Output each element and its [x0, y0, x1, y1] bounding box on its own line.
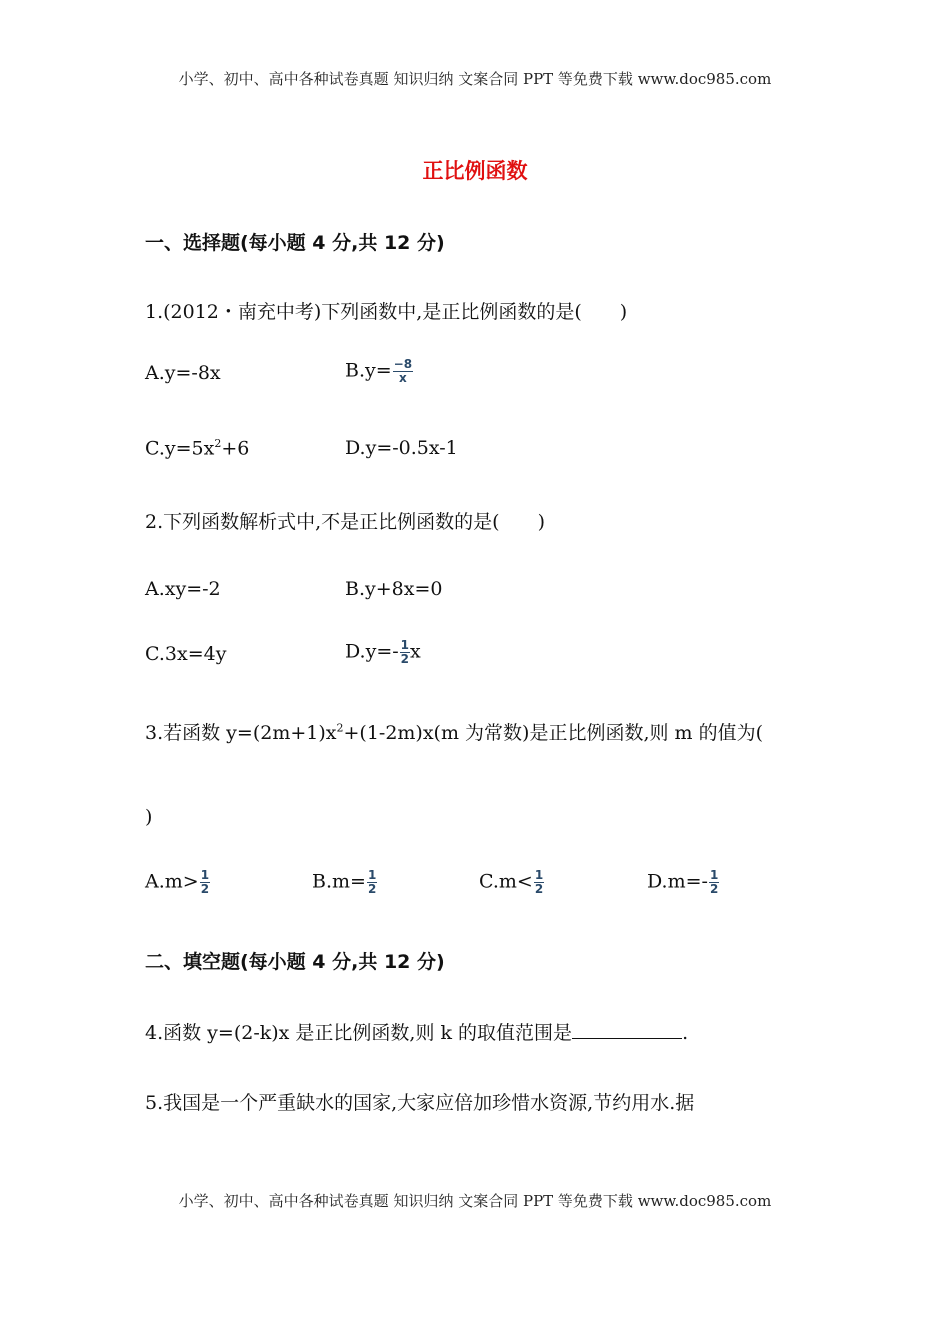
- question-5-stem: 5.我国是一个严重缺水的国家,大家应倍加珍惜水资源,节约用水.据: [145, 1092, 695, 1114]
- fraction: [534, 869, 544, 896]
- q2-option-d-prefix: D.y=-: [345, 640, 399, 663]
- fraction: [709, 869, 719, 896]
- q2-option-a: A.xy=-2: [145, 578, 221, 600]
- q2-option-d: [345, 639, 421, 666]
- fraction-numerator: −8: [393, 357, 413, 371]
- fraction-numerator: 1: [367, 868, 377, 882]
- exponent: 2: [336, 721, 344, 735]
- q3-option-d-prefix: D.m=-: [647, 870, 708, 893]
- fraction-denominator: 2: [534, 882, 544, 896]
- fraction-denominator: 2: [367, 882, 377, 896]
- q4-stem-text: 4.函数 y=(2-k)x 是正比例函数,则 k 的取值范围是: [145, 1022, 573, 1044]
- page-title: 正比例函数: [422, 159, 528, 183]
- q1-option-c-text: C.y=5x: [145, 437, 215, 460]
- q3-stem-text: 3.若函数 y=(2m+1)x: [145, 722, 337, 744]
- fraction: [393, 358, 413, 385]
- q1-option-b: [345, 358, 413, 385]
- section-heading-choice: 一、选择题(每小题 4 分,共 12 分): [145, 232, 445, 254]
- question-2-stem: 2.下列函数解析式中,不是正比例函数的是( ): [145, 511, 545, 533]
- fraction: [200, 869, 210, 896]
- q4-stem-end: .: [682, 1022, 689, 1044]
- question-3-stem: [145, 718, 763, 745]
- q3-option-d: [647, 869, 719, 896]
- fraction-denominator: 2: [400, 652, 410, 666]
- q1-option-c-text-end: +6: [221, 437, 250, 460]
- q2-option-c: C.3x=4y: [145, 643, 227, 665]
- fraction-denominator: 2: [200, 882, 210, 896]
- page-footer: 小学、初中、高中各种试卷真题 知识归纳 文案合同 PPT 等免费下载 www.doc985.com: [178, 1192, 772, 1210]
- fraction-denominator: 2: [709, 882, 719, 896]
- question-4-stem: [145, 1018, 688, 1045]
- question-1-stem: 1.(2012・南充中考)下列函数中,是正比例函数的是( ): [145, 301, 628, 323]
- q3-option-a: [145, 869, 210, 896]
- fraction-numerator: 1: [400, 638, 410, 652]
- q3-option-a-prefix: A.m>: [145, 870, 199, 893]
- q1-option-b-prefix: B.y=: [345, 359, 392, 382]
- fraction-numerator: 1: [534, 868, 544, 882]
- exponent: 2: [214, 437, 222, 450]
- fraction: [367, 869, 377, 896]
- q3-option-c-prefix: C.m<: [479, 870, 533, 893]
- q3-option-b: [312, 869, 377, 896]
- fraction: [400, 639, 410, 666]
- q1-option-c: [145, 437, 249, 459]
- fraction-numerator: 1: [200, 868, 210, 882]
- q1-option-a: A.y=-8x: [145, 362, 221, 384]
- page-header: 小学、初中、高中各种试卷真题 知识归纳 文案合同 PPT 等免费下载 www.doc985.com: [178, 70, 772, 88]
- q3-option-b-prefix: B.m=: [312, 870, 366, 893]
- q3-option-c: [479, 869, 544, 896]
- q2-option-d-suffix: x: [410, 640, 421, 663]
- section-heading-fill: 二、填空题(每小题 4 分,共 12 分): [145, 951, 445, 973]
- q1-option-d: D.y=-0.5x-1: [345, 437, 458, 459]
- fraction-numerator: 1: [709, 868, 719, 882]
- fraction-denominator: x: [398, 371, 407, 385]
- answer-blank[interactable]: [572, 1020, 682, 1039]
- q2-option-b: B.y+8x=0: [345, 578, 443, 600]
- question-3-stem-close: ): [145, 806, 153, 828]
- q3-stem-text-end: +(1-2m)x(m 为常数)是正比例函数,则 m 的值为(: [343, 722, 763, 744]
